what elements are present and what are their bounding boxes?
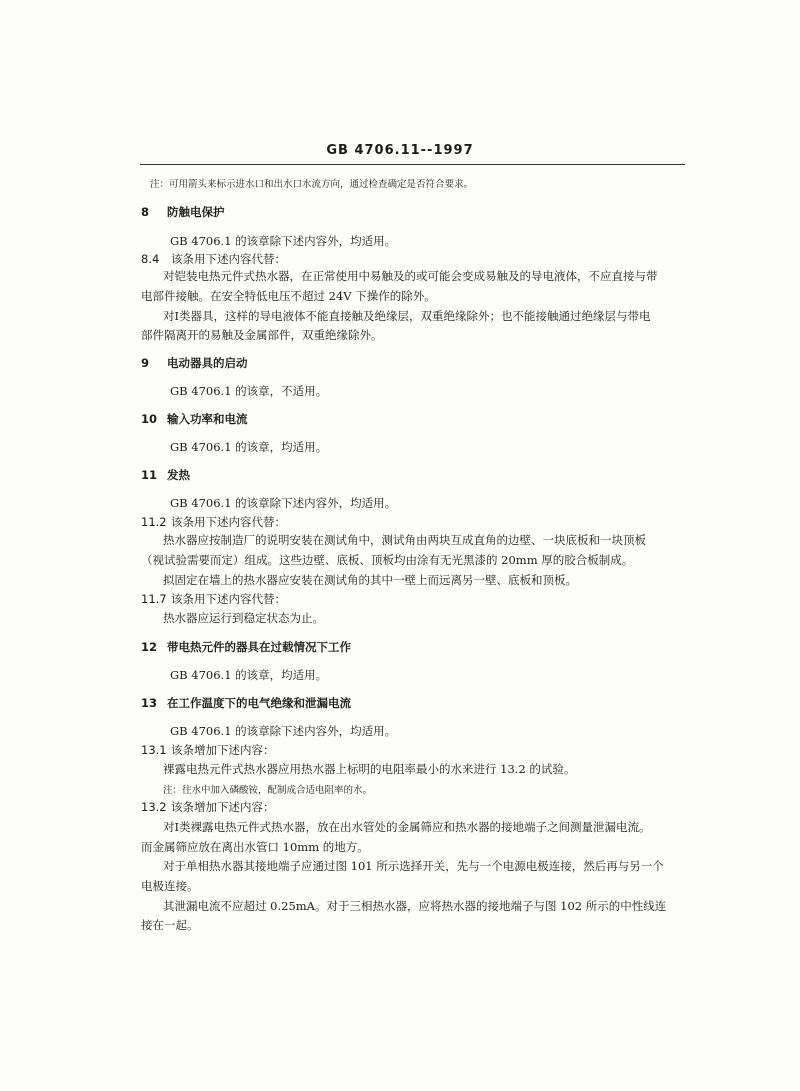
paragraph: 对Ⅰ类裸露电热元件式热水器，放在出水管处的金属筛应和热水器的接地端子之间测量泄漏电流。 [163,820,651,834]
paragraph: 对Ⅰ类器具，这样的导电液体不能直接触及绝缘层，双重绝缘除外；也不能接触通过绝缘层与带电 [163,309,651,323]
paragraph: GB 4706.1 的该章，不适用。 [170,384,328,398]
clause-number: 11.7 [141,592,167,606]
section-number: 8 [141,205,150,219]
clause-text: 该条增加下述内容： [171,800,275,814]
section-8-heading [141,205,225,219]
section-12-heading [141,640,351,654]
clause-text: 该条用下述内容代替： [171,252,286,266]
section-number: 9 [141,356,150,370]
note-water: 注：往水中加入磷酸铵，配制成合适电阻率的水。 [163,785,373,796]
paragraph: 热水器应按制造厂的说明安装在测试角中，测试角由两块互成直角的边壁、一块底板和一块顶板 [163,533,646,547]
section-title: 防触电保护 [167,205,225,219]
paragraph: 而金属筛应放在离出水管口 10mm 的地方。 [141,840,369,854]
clause-text: 该条用下述内容代替： [171,515,286,529]
paragraph: 其泄漏电流不应超过 0.25mA。对于三相热水器，应将热水器的接地端子与图 102 所示的中性线连 [163,899,667,913]
section-title: 带电热元件的器具在过载情况下工作 [167,640,351,654]
paragraph: 电部件接触。在安全特低电压不超过 24V 下操作的除外。 [141,289,436,303]
clause-number: 8.4 [141,252,160,266]
section-number: 12 [141,640,158,654]
paragraph: GB 4706.1 的该章除下述内容外，均适用。 [170,724,397,738]
paragraph: 对铠装电热元件式热水器，在正常使用中易触及的或可能会变成易触及的导电液体，不应直接与带 [163,269,658,283]
paragraph: 拟固定在墙上的热水器应安装在测试角的其中一壁上而远离另一壁、底板和顶板。 [163,573,577,587]
paragraph: GB 4706.1 的该章，均适用。 [170,668,328,682]
section-title: 在工作温度下的电气绝缘和泄漏电流 [167,696,351,710]
section-13-heading [141,696,351,710]
section-title: 电动器具的启动 [167,356,248,370]
clause-number: 11.2 [141,515,167,529]
paragraph: GB 4706.1 的该章除下述内容外，均适用。 [170,496,397,510]
clause-text: 该条用下述内容代替： [171,592,286,606]
clause-number: 13.1 [141,743,167,757]
section-title: 发热 [167,468,190,482]
paragraph: 热水器应运行到稳定状态为止。 [163,611,324,625]
section-title: 输入功率和电流 [167,412,248,426]
clause-text: 该条增加下述内容： [171,743,275,757]
paragraph: GB 4706.1 的该章，均适用。 [170,440,328,454]
clause-13-1 [141,743,275,757]
section-11-heading [141,468,190,482]
header-rule [140,164,685,165]
clause-13-2 [141,800,275,814]
paragraph: 接在一起。 [141,918,199,932]
section-9-heading [141,356,248,370]
section-number: 11 [141,468,158,482]
clause-number: 13.2 [141,800,167,814]
section-number: 13 [141,696,158,710]
paragraph: 部件隔离开的易触及金属部件，双重绝缘除外。 [141,328,383,342]
paragraph: GB 4706.1 的该章除下述内容外，均适用。 [170,234,397,248]
paragraph: 对于单相热水器其接地端子应通过图 101 所示选择开关，先与一个电源电极连接，然后再与另一个 [163,859,664,873]
section-number: 10 [141,412,158,426]
paragraph: 裸露电热元件式热水器应用热水器上标明的电阻率最小的水来进行 13.2 的试验。 [163,762,576,776]
document-header-code: GB 4706.11--1997 [326,143,474,158]
paragraph: 电极连接。 [141,879,199,893]
clause-11-2 [141,515,286,529]
clause-11-7 [141,592,286,606]
note-arrow: 注：可用箭头来标示进水口和出水口水流方向，通过检查确定是否符合要求。 [150,179,474,190]
paragraph: （视试验需要而定）组成。这些边壁、底板、顶板均由涂有无光黑漆的 20mm 厚的胶合板制成。 [141,553,634,567]
section-10-heading [141,412,248,426]
clause-8-4 [141,252,286,266]
